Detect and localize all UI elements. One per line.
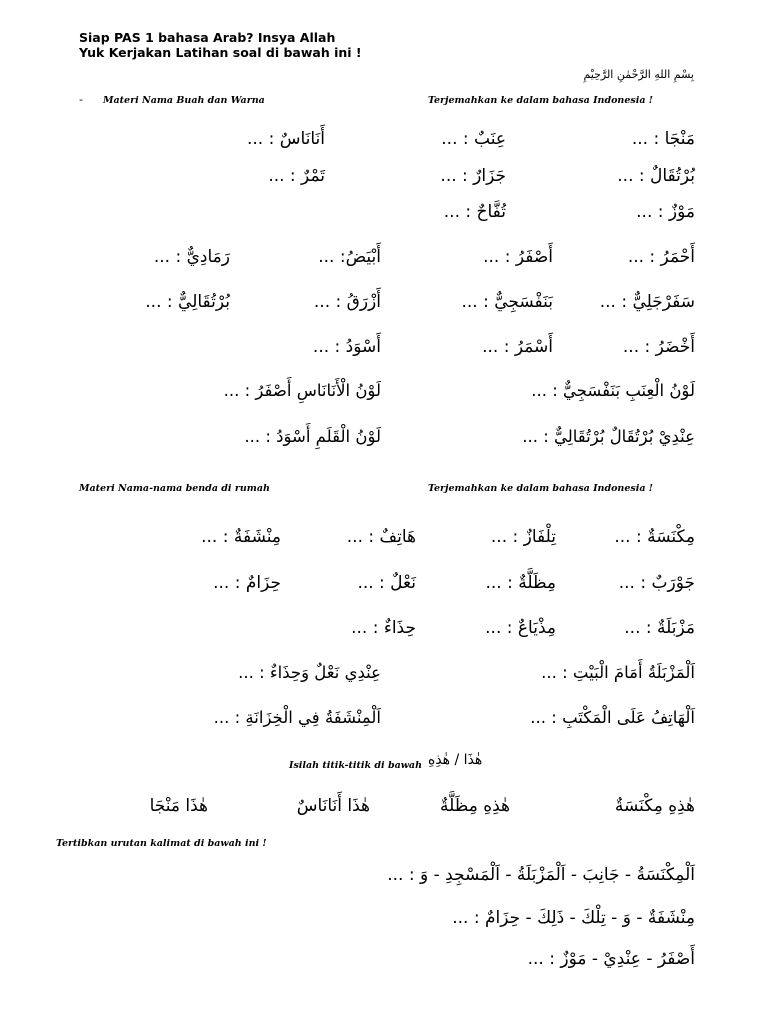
reorder-item: اَلْمِكْنَسَةُ - جَانِبَ - اَلْمَزْبَلَةُ - اَلْمَسْجِدِ - وَ : ...	[387, 865, 695, 885]
vocab-item: تَمْرٌ : ...	[268, 166, 325, 186]
sentence-item: اَلْمَزْبَلَةُ أَمَامَ الْبَيْتِ : ...	[541, 663, 695, 682]
vocab-item: تُفَّاحٌ : ...	[443, 202, 506, 222]
vocab-item: مِكْنَسَةٌ : ...	[614, 527, 695, 547]
vocab-item: سَفَرْجَلِيٌّ : ...	[599, 292, 695, 312]
sentence-item: لَوْنُ الْقَلَمِ أَسْوَدُ : ...	[244, 427, 381, 446]
vocab-item: حِذَاءٌ : ...	[351, 618, 416, 638]
section1-title: Materi Nama Buah dan Warna	[103, 95, 265, 106]
vocab-item: حِزَامٌ : ...	[213, 573, 281, 593]
basmala: بِسْمِ اللهِ الرَّحْمٰنِ الرَّحِيْمِ	[583, 68, 694, 81]
section4-instruction: Tertibkan urutan kalimat di bawah ini !	[56, 838, 267, 849]
vocab-item: بُرْتُقَالٌ : ...	[617, 166, 695, 186]
fill-item: هٰذِهِ مِظَلَّةٌ	[440, 796, 510, 816]
reorder-item: مِنْشَفَةٌ - وَ - تِلْكَ - ذَلِكَ - حِزَامٌ : ...	[452, 908, 695, 928]
vocab-item: نَعْلٌ : ...	[357, 573, 416, 593]
vocab-item: أَحْمَرُ : ...	[627, 247, 695, 267]
section1-instruction: Terjemahkan ke dalam bahasa Indonesia !	[428, 95, 653, 106]
sentence-item: عِنْدِيْ بُرْتُقَالٌ بُرْتُقَالِيٌّ : ...	[522, 427, 695, 446]
vocab-item: مِذْيَاعٌ : ...	[485, 618, 556, 638]
vocab-item: مِنْشَفَةٌ : ...	[201, 527, 281, 547]
sentence-item: اَلْمِنْشَفَةُ فِي الْخِزَانَةِ : ...	[213, 708, 381, 727]
reorder-item: أَصْفَرُ - عِنْدِيْ - مَوْزٌ : ...	[527, 949, 695, 969]
sentence-item: لَوْنُ الْعِنَبِ بَنَفْسَجِيٌّ : ...	[531, 381, 695, 400]
vocab-item: بُرْتُقَالِيٌّ : ...	[145, 292, 230, 312]
sentence-item: لَوْنُ الْأَنَانَاسِ أَصْفَرُ : ...	[223, 381, 381, 400]
vocab-item: أَنَانَاسٌ : ...	[246, 129, 325, 149]
vocab-item: أَسْوَدُ : ...	[312, 337, 381, 357]
vocab-item: جَزَارٌ : ...	[440, 166, 506, 186]
worksheet-title: Siap PAS 1 bahasa Arab? Insya Allah	[79, 30, 336, 45]
section3-instruction: Isilah titik-titik di bawah	[289, 760, 422, 771]
vocab-item: مَنْجَا : ...	[631, 129, 695, 149]
vocab-item: مِظَلَّةٌ : ...	[485, 573, 556, 593]
vocab-item: عِنَبٌ : ...	[441, 129, 506, 149]
section2-instruction: Terjemahkan ke dalam bahasa Indonesia !	[428, 483, 653, 494]
fill-item: هٰذَا أَنَانَاسٌ	[296, 796, 370, 816]
fill-item: هٰذِهِ مِكْنَسَةٌ	[614, 796, 695, 816]
vocab-item: أَصْفَرُ : ...	[483, 247, 553, 267]
vocab-item: مَوْزٌ : ...	[636, 202, 695, 222]
vocab-item: أَخْضَرُ : ...	[622, 337, 695, 357]
sentence-item: عِنْدِي نَعْلٌ وَحِذَاءٌ : ...	[238, 663, 381, 682]
vocab-item: بَنَفْسَجِيٌّ : ...	[461, 292, 553, 312]
vocab-item: مَزْبَلَةٌ : ...	[624, 618, 695, 638]
vocab-item: رَمَادِيٌّ : ...	[153, 247, 230, 267]
vocab-item: أَسْمَرُ : ...	[482, 337, 553, 357]
fill-item: هٰذَا مَنْجَا	[149, 796, 208, 816]
worksheet-subtitle: Yuk Kerjakan Latihan soal di bawah ini !	[79, 45, 362, 60]
demonstrative-pronouns: هٰذَا / هٰذِهِ	[428, 752, 483, 768]
vocab-item: أَزْرَقُ : ...	[313, 292, 381, 312]
vocab-item: جَوْرَبٌ : ...	[618, 573, 695, 593]
section2-title: Materi Nama-nama benda di rumah	[79, 483, 270, 494]
vocab-item: تِلْفَازٌ : ...	[490, 527, 556, 547]
bullet-dash: -	[79, 93, 83, 106]
vocab-item: أَبْيَضُ: ...	[318, 247, 381, 267]
sentence-item: اَلْهَاتِفُ عَلَى الْمَكْتَبِ : ...	[530, 708, 695, 727]
vocab-item: هَاتِفٌ : ...	[346, 527, 416, 547]
